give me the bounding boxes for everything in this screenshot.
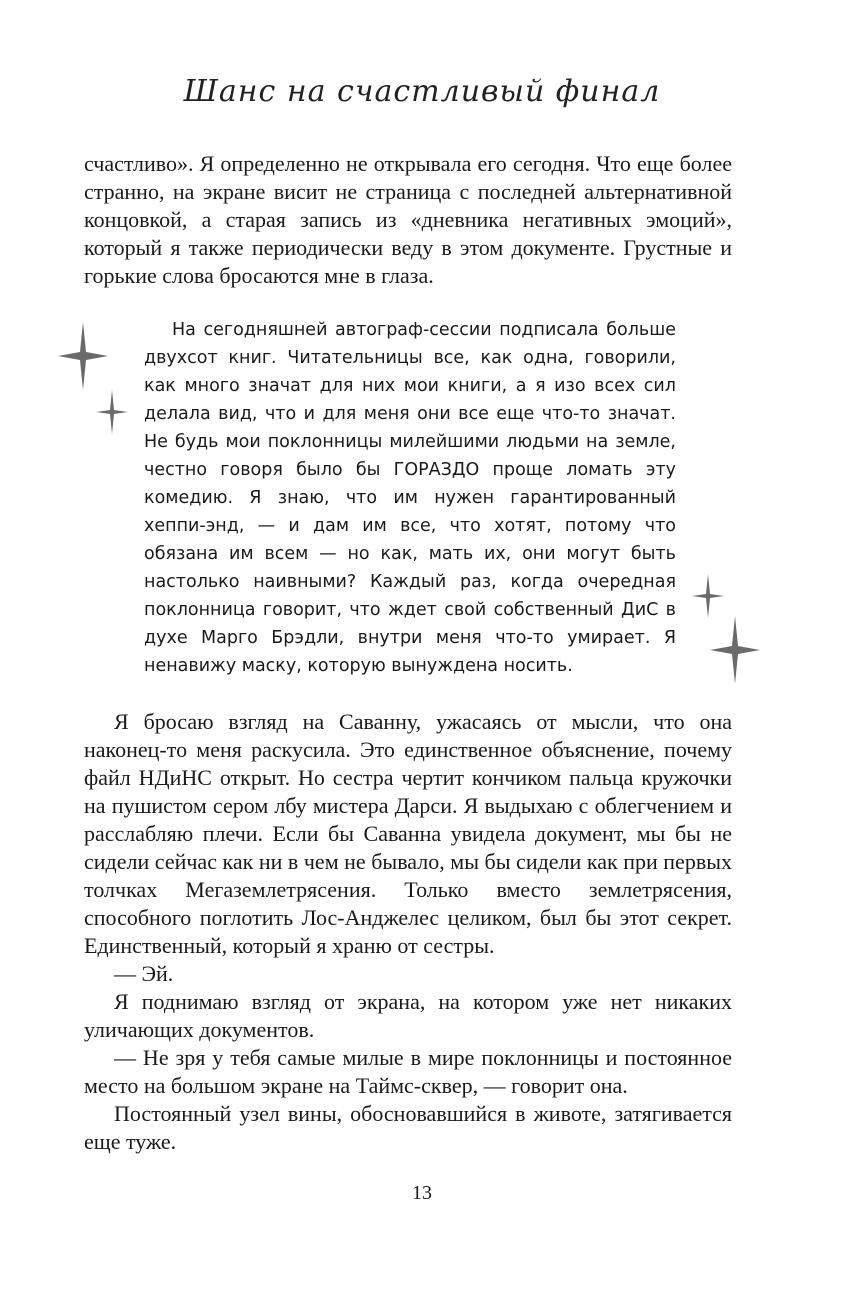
paragraph-continued: счастливо». Я определенно не открывала его сегодня. Что еще более странно, на экране висит не страница с последней альтернативной концовкой, а старая запись из «дневника негативных эмоций», который я также периодически веду в этом документе. Грустные и горькие слова бросаются мне в глаза. (84, 151, 732, 288)
sparkle-small-left-icon (94, 388, 130, 436)
sparkle-small-right-icon (690, 572, 726, 620)
paragraph-guilt: Постоянный узел вины, обосновавшийся в животе, затягивается еще туже. (84, 1101, 732, 1154)
page-number: 13 (412, 1182, 432, 1204)
paragraph-look-up: Я поднимаю взгляд от экрана, на котором уже нет никаких уличающих документов. (84, 989, 732, 1042)
sparkle-large-right-icon (708, 614, 762, 686)
dialogue-hey: — Эй. (114, 961, 174, 986)
dialogue-fans: — Не зря у тебя самые милые в мире поклонницы и постоянное место на большом экране на Таймс-сквер, — говорит она. (84, 1045, 732, 1098)
sparkle-large-left-icon (56, 320, 110, 392)
paragraph-savanna: Я бросаю взгляд на Саванну, ужасаясь от мысли, что она наконец-то меня раскусила. Это единственное объяснение, почему файл НДиНС открыт. Но сестра чертит кончиком пальца кружочки на пушистом сером лбу мистера Дарси. Я выдыхаю с облегчением и расслабляю плечи. Если бы Саванна увидела документ, мы бы не сидели сейчас как ни в чем не бывало, мы бы сидели как при первых толчках Мегаземлетрясения. Только вместо землетрясения, способного поглотить Лос-Анджелес целиком, был бы этот секрет. Единственный, который я храню от сестры. (84, 709, 732, 958)
diary-entry: На сегодняшней автограф-сессии подписала больше двухсот книг. Читательницы все, как одна, говорили, как много значат для них мои книги, а я изо всех сил делала вид, что и для меня они все еще что-то значат. Не будь мои поклонницы милейшими людьми на земле, честно говоря было бы ГОРАЗДО проще ломать эту комедию. Я знаю, что им нужен гарантированный хеппи-энд, — и дам им все, что хотят, потому что обязана им всем — но как, мать их, они могут быть настолько наивными? Каждый раз, когда очередная поклонница говорит, что ждет свой собственный ДиС в духе Марго Брэдли, внутри меня что-то умирает. Я ненавижу маску, которую вынуждена носить. (144, 320, 676, 676)
running-head: Шанс на счастливый финал (183, 74, 661, 109)
